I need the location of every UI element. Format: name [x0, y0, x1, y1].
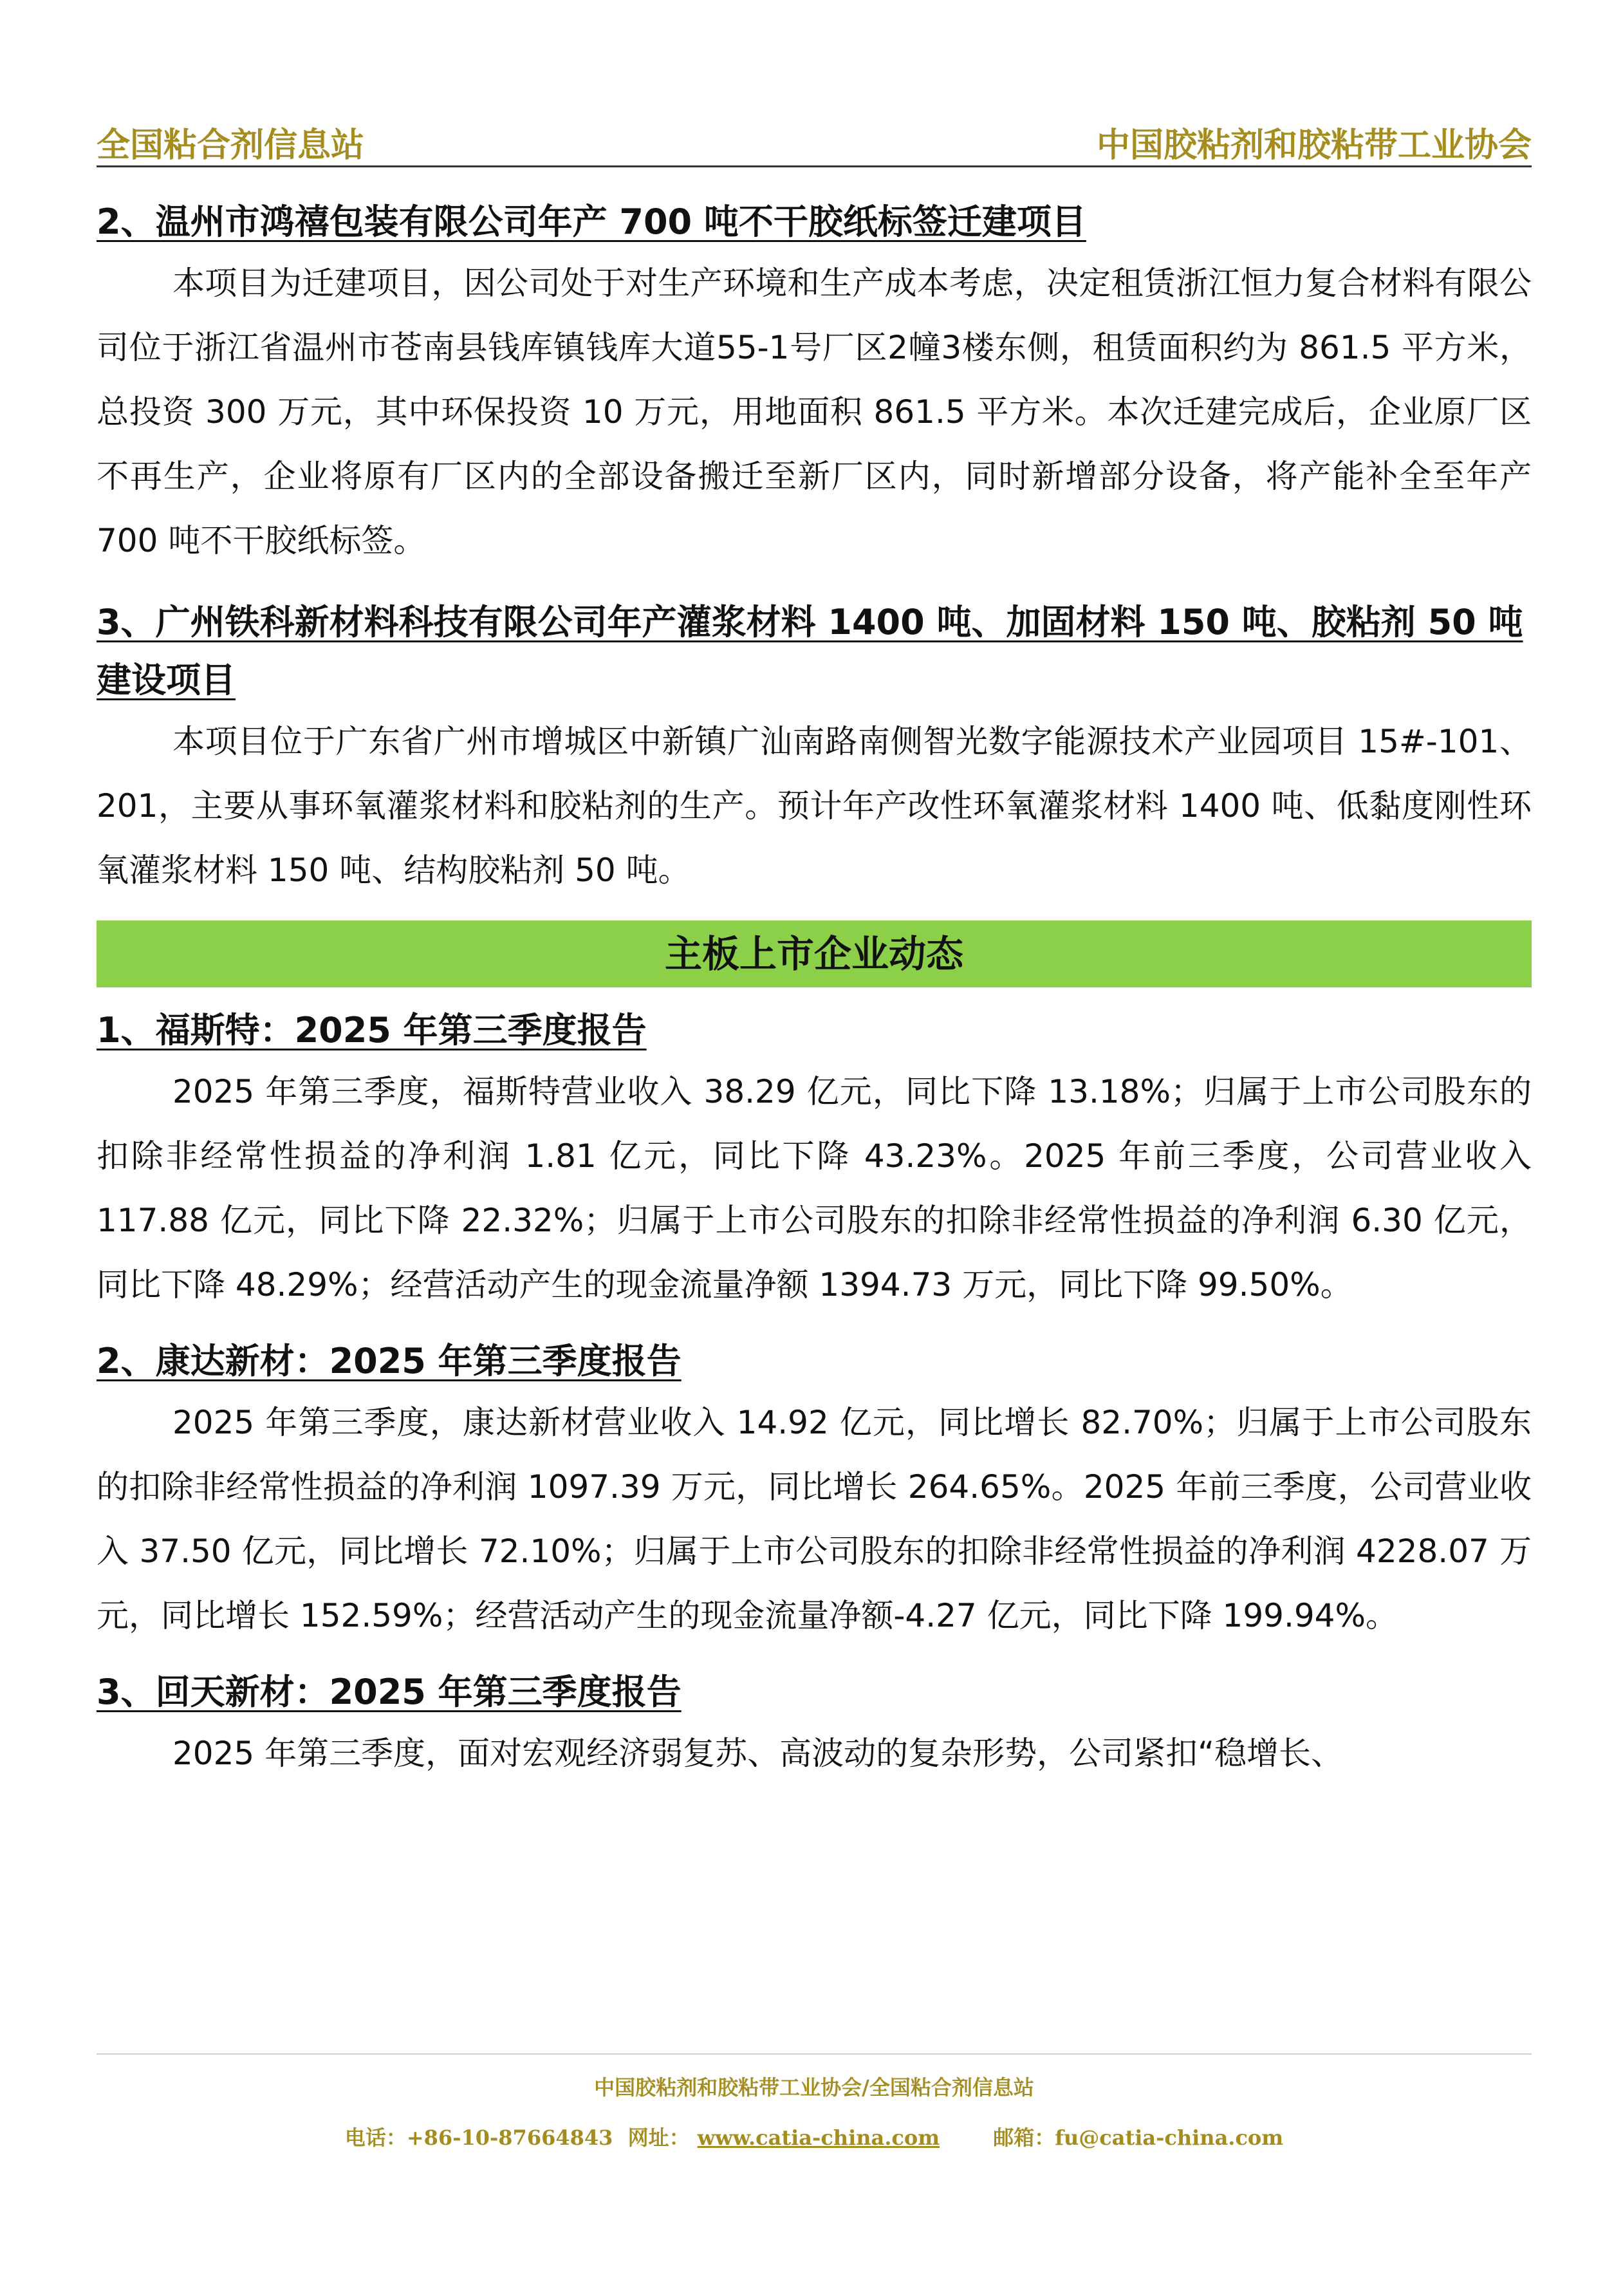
- company-heading: 3、回天新材：2025 年第三季度报告: [97, 1672, 682, 1712]
- company-heading: 2、康达新材：2025 年第三季度报告: [97, 1341, 682, 1381]
- project-paragraph: 本项目位于广东省广州市增城区中新镇广汕南路南侧智光数字能源技术产业园项目 15#-101、201，主要从事环氧灌浆材料和胶粘剂的生产。预计年产改性环氧灌浆材料 1400 吨、低黏度刚性环氧灌浆材料 150 吨、结构胶粘剂 50 吨。: [97, 723, 1532, 889]
- document-page: [97, 0, 1532, 2296]
- company-paragraph: 2025 年第三季度，面对宏观经济弱复苏、高波动的复杂形势，公司紧扣“稳增长、: [172, 1735, 1344, 1772]
- footer-website-label: 网址：: [627, 2125, 690, 2150]
- page-footer: [97, 2053, 1532, 2151]
- header-right-title: 中国胶粘剂和胶粘带工业协会: [1096, 126, 1532, 165]
- section-band: 主板上市企业动态: [97, 920, 1532, 987]
- project-heading: 2、温州市鸿禧包装有限公司年产 700 吨不干胶纸标签迁建项目: [97, 201, 1086, 242]
- footer-org: 中国胶粘剂和胶粘带工业协会/全国粘合剂信息站: [594, 2075, 1034, 2100]
- project-paragraph: 本项目为迁建项目，因公司处于对生产环境和生产成本考虑，决定租赁浙江恒力复合材料有限公司位于浙江省温州市苍南县钱库镇钱库大道55-1号厂区2幢3楼东侧，租赁面积约为 861.5 平方米，总投资 300 万元，其中环保投资 10 万元，用地面积 861.5 平方米。本次迁建完成后，企业原厂区不再生产，企业将原有厂区内的全部设备搬迁至新厂区内，同时新增部分设备，将产能补全至年产 700 吨不干胶纸标签。: [97, 265, 1532, 559]
- footer-email[interactable]: 邮箱：fu@catia-china.com: [993, 2125, 1284, 2150]
- company-paragraph: 2025 年第三季度，福斯特营业收入 38.29 亿元，同比下降 13.18%；归属于上市公司股东的扣除非经常性损益的净利润 1.81 亿元，同比下降 43.23%。2025 年前三季度，公司营业收入 117.88 亿元，同比下降 22.32%；归属于上市公司股东的扣除非经常性损益的净利润 6.30 亿元，同比下降 48.29%；经营活动产生的现金流量净额 1394.73 万元，同比下降 99.50%。: [97, 1073, 1532, 1303]
- project-heading: 3、广州铁科新材料科技有限公司年产灌浆材料 1400 吨、加固材料 150 吨、胶粘剂 50 吨建设项目: [97, 602, 1523, 700]
- footer-contacts: [97, 2122, 1532, 2151]
- footer-website-link[interactable]: www.catia-china.com: [697, 2125, 940, 2150]
- page-header: [97, 113, 1532, 167]
- header-left-title: 全国粘合剂信息站: [97, 126, 365, 165]
- company-paragraph: 2025 年第三季度，康达新材营业收入 14.92 亿元，同比增长 82.70%；归属于上市公司股东的扣除非经常性损益的净利润 1097.39 万元，同比增长 264.65%。2025 年前三季度，公司营业收入 37.50 亿元，同比增长 72.10%；归属于上市公司股东的扣除非经常性损益的净利润 4228.07 万元，同比增长 152.59%；经营活动产生的现金流量净额-4.27 亿元，同比下降 199.94%。: [97, 1404, 1532, 1634]
- company-heading: 1、福斯特：2025 年第三季度报告: [97, 1010, 647, 1050]
- footer-phone: 电话：+86-10-87664843: [344, 2125, 613, 2150]
- main-content: [97, 193, 1532, 1801]
